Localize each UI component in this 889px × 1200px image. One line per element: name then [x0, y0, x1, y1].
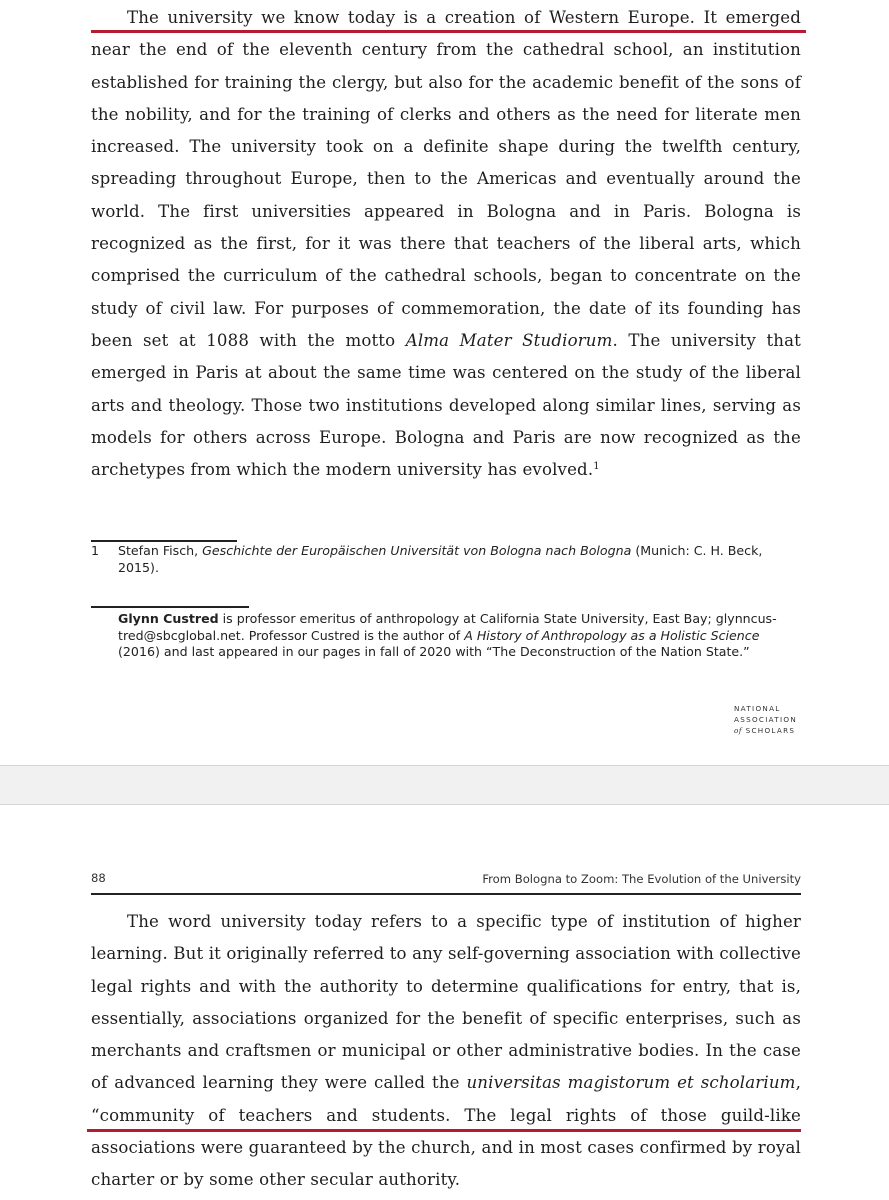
author-bio: [91, 611, 801, 661]
nas-logo: [734, 703, 797, 736]
body-paragraph-university-origins: [91, 2, 801, 486]
book-title: A History of Anthropology as a Holistic Science: [464, 627, 760, 643]
paragraph-text-continued: . The university that emerged in Paris at about the same time was centered on the study of the liberal arts and theology. Those two institutions developed along similar lines, serving as models for others across Europe. Bologna and Paris are now recognized as the archetypes from which the modern university has evolved.: [91, 330, 801, 480]
page-number: 88: [91, 871, 106, 885]
body-paragraph-word-university: [91, 906, 801, 1197]
footnote-publication: (Munich: C. H. Beck, 2015).: [118, 543, 763, 575]
page-gap: [0, 765, 889, 805]
footnote-number: 1: [91, 543, 100, 558]
bio-separator: [91, 606, 249, 608]
latin-term-italic: universitas magistorum et scholarium: [466, 1073, 796, 1093]
bio-text: is professor emeritus of anthropology at California State University, East Bay; glynncustred@sbcglobal.net. Professor Custred is the author of: [118, 611, 777, 643]
footnote-1: [91, 543, 801, 576]
footnote-reference[interactable]: 1: [593, 461, 600, 473]
logo-word-of: of: [734, 726, 742, 735]
logo-line-association: ASSOCIATION: [734, 715, 798, 724]
footnote-separator: [91, 540, 237, 542]
paragraph-text: The word university today refers to a specific type of institution of higher learning. But it originally referred to any self-governing association with collective legal rights and with the authority to determine qualifications for entry, that is, essentially, associations organized for the benefit of specific enterprises, such as merchants and craftsmen or municipal or other administrative bodies. In the case of advanced learning they were called the: [91, 912, 802, 1093]
footnote-author: Stefan Fisch,: [118, 543, 203, 558]
paragraph-text: The university we know today is a creation of Western Europe. It emerged near the end of the eleventh century from the cathedral school, an institution established for training the clergy, but also for the academic benefit of the sons of the nobility, and for the training of clerks and others as the need for literate men increased. The university took on a definite shape during the twelfth century, spreading throughout Europe, then to the Americas and eventually around the world. The first universities appeared in Bologna and in Paris. Bologna is recognized as the first, for it was there that teachers of the liberal arts, which comprised the curriculum of the cathedral schools, began to concentrate on the study of civil law. For purposes of commemoration, the date of its founding has been set at 1088 with the motto: [91, 8, 801, 350]
paragraph-text-continued: , “community of teachers and students. The legal rights of those guild-like associations were guaranteed by the church, and in most cases confirmed by royal charter or by some other secular authority.: [91, 1073, 802, 1190]
red-highlight-underline: [91, 30, 806, 33]
header-rule: [91, 893, 801, 895]
logo-line-national: NATIONAL: [734, 704, 781, 713]
footnote-title: Geschichte der Europäischen Universität von Bologna nach Bologna: [202, 543, 632, 558]
logo-line-scholars: SCHOLARS: [745, 726, 796, 735]
running-title: From Bologna to Zoom: The Evolution of the University: [482, 872, 801, 886]
red-highlight-underline-2: [87, 1129, 801, 1132]
bio-text-continued: (2016) and last appeared in our pages in fall of 2020 with “The Deconstruction of the Nation State.”: [118, 644, 750, 659]
motto-italic: Alma Mater Studiorum: [405, 330, 613, 350]
author-name: Glynn Custred: [118, 611, 219, 626]
